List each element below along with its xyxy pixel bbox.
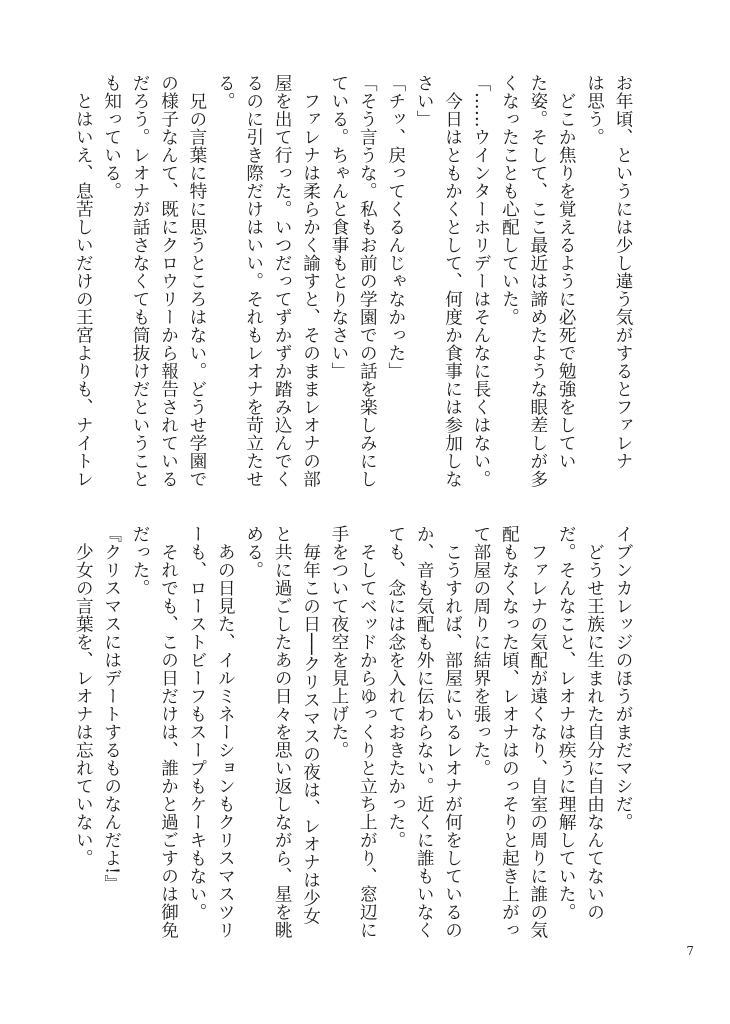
text-line: ファレナの気配が遠くなり、自室の周りに誰の気	[527, 525, 548, 939]
text-line: くなったことも心配していた。	[499, 74, 520, 326]
text-line: 少女の言葉を、レオナは忘れていない。	[73, 525, 94, 867]
text-line: だ。そんなこと、レオナは疾うに理解していた。	[556, 525, 577, 921]
text-line: 「そう言うな。私もお前の学園での話を楽しみにし	[357, 74, 378, 488]
text-line: イブンカレッジのほうがまだマシだ。	[613, 525, 633, 831]
text-line: だった。	[130, 525, 151, 597]
text-line: 今日はともかくとして、何度か食事には参加しな	[442, 74, 463, 488]
text-line: 「チッ、戻ってくるんじゃなかった」	[385, 74, 406, 380]
text-line: るのに引き際だけはいい。それもレオナを苛立たせ	[243, 74, 264, 488]
text-line: ても、念には念を入れておきたかった。	[385, 525, 406, 849]
text-line: それでも、この日だけは、誰かと過ごすのは御免	[158, 525, 179, 939]
text-line: どうせ王族に生まれた自分に自由なんてないの	[584, 525, 605, 921]
text-line: あの日見た、イルミネーションもクリスマスツリ	[215, 525, 236, 939]
text-line: 毎年この日──クリスマスの夜は、レオナは少女	[300, 525, 321, 925]
text-line: ている。ちゃんと食事もとりなさい」	[328, 74, 349, 380]
text-line: か、音も気配も外に伝わらない。近くに誰もいなく	[414, 525, 435, 939]
text-line: お年頃、というには少し違う気がするとファレナ	[613, 74, 633, 470]
text-line: とはいえ、息苦しいだけの王宮よりも、ナイトレ	[73, 74, 94, 488]
text-line: 「……ウインターホリデーはそんなに長くはない。	[470, 74, 491, 488]
text-line: は思う。	[584, 74, 605, 146]
text-line: の様子なんて、既にクロウリーから報告されている	[158, 74, 179, 488]
text-line: た姿。そして、ここ最近は諦めたような眼差しが多	[527, 74, 548, 488]
text-line: 屋を出て行った。いつだってずかずか踏み込んでく	[272, 74, 293, 488]
text-line: そしてベッドからゆっくりと立ち上がり、窓辺に	[357, 525, 378, 939]
text-line: どこか焦りを覚えるように必死で勉強をしてい	[556, 74, 577, 470]
text-line: ファレナは柔らかく諭すと、そのままレオナの部	[300, 74, 321, 488]
text-line: る。	[215, 74, 236, 110]
text-line: と共に過ごしたあの日々を思い返しながら、星を眺	[272, 525, 293, 939]
text-line: 配もなくなった頃、レオナはのっそりと起き上がっ	[499, 525, 520, 939]
text-block-lower	[69, 525, 637, 945]
page-number: 7	[686, 944, 694, 958]
text-line: める。	[243, 525, 264, 579]
text-line: も知っている。	[101, 74, 122, 200]
text-line: ーも、ローストビーフもスープもケーキもない。	[186, 525, 207, 921]
text-line: て部屋の周りに結界を張った。	[470, 525, 491, 777]
text-line: だろう。レオナが話さなくても筒抜けだということ	[130, 74, 151, 488]
text-line: 『クリスマスにはデートするものなんだよ!』	[101, 525, 122, 893]
text-line: 兄の言葉に特に思うところはない。どうせ学園で	[186, 74, 207, 488]
text-block-upper	[69, 74, 637, 510]
text-line: さい」	[414, 74, 435, 128]
text-line: 手をついて夜空を見上げた。	[328, 525, 349, 759]
text-line: こうすれば、部屋にいるレオナが何をしているの	[442, 525, 463, 939]
